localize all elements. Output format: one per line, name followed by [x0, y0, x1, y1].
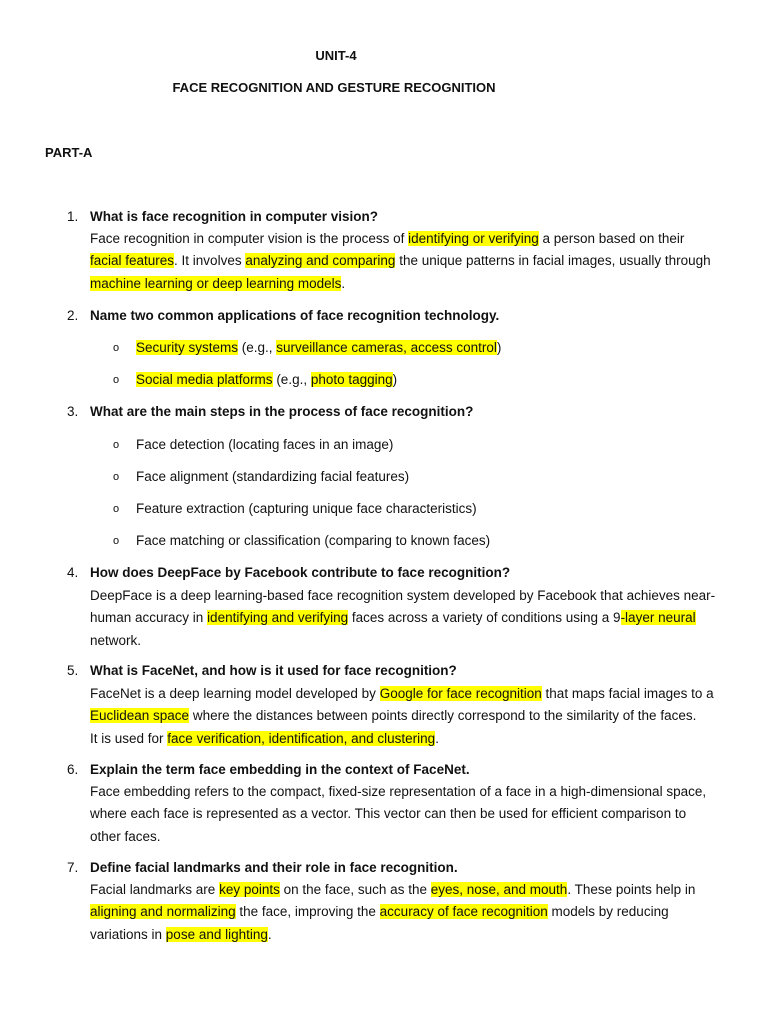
text-run: where the distances between points directly correspond to the similarity of the faces.: [189, 708, 697, 724]
question-text: Explain the term face embedding in the context of FaceNet.: [90, 762, 470, 777]
bullet-icon: o: [113, 535, 120, 547]
list-item-text: Face detection (locating faces in an image): [136, 437, 394, 452]
text-run: the face, improving the: [235, 904, 380, 920]
question-text: Name two common applications of face recognition technology.: [90, 308, 500, 323]
answer-line: [90, 728, 730, 750]
question-text: What is FaceNet, and how is it used for face recognition?: [90, 663, 457, 678]
highlighted-text: analyzing and comparing: [245, 253, 396, 269]
answer-line: [90, 901, 730, 923]
answer-line: [90, 250, 730, 272]
bullet-icon: o: [113, 374, 120, 386]
highlighted-text: -layer neural: [620, 610, 696, 626]
text-run: models by reducing: [547, 904, 669, 920]
highlighted-text: facial features: [90, 253, 175, 269]
list-item: [0, 369, 768, 391]
highlighted-text: machine learning or deep learning models: [90, 275, 342, 291]
highlighted-text: Google for face recognition: [379, 686, 542, 701]
highlighted-text: key points: [219, 882, 280, 897]
answer-4: [90, 585, 730, 652]
highlighted-text: pose and lighting: [165, 926, 268, 942]
bullet-icon: o: [113, 471, 120, 483]
question-3: [0, 401, 768, 423]
highlighted-text: face verification, identification, and clustering: [167, 730, 436, 746]
text-run: Facial landmarks are: [90, 882, 220, 897]
highlighted-text: surveillance cameras, access control: [276, 340, 497, 355]
text-run: ): [496, 340, 502, 355]
question-text: How does DeepFace by Facebook contribute to face recognition?: [90, 565, 511, 580]
text-run: the unique patterns in facial images, usually through: [395, 253, 711, 269]
text-run: Face recognition in computer vision is the process of: [90, 231, 409, 246]
list-item-text: Feature extraction (capturing unique face characteristics): [136, 501, 477, 516]
text-run: (e.g.,: [272, 372, 311, 387]
question-number: 3.: [67, 404, 79, 419]
highlighted-text: identifying and verifying: [207, 610, 349, 626]
question-number: 4.: [67, 565, 79, 580]
text-run: a person based on their: [538, 231, 685, 246]
list-item: [0, 466, 768, 488]
highlighted-text: Social media platforms: [136, 372, 273, 387]
answer-line: where each face is represented as a vector. This vector can then be used for efficient comparison to: [90, 806, 687, 822]
answer-line: network.: [90, 632, 142, 648]
answer-line: [90, 879, 730, 901]
answer-5: [90, 683, 730, 750]
answer-line: [90, 924, 730, 946]
answer-line: Face embedding refers to the compact, fixed-size representation of a face in a high-dimensional space,: [90, 784, 707, 799]
list-item: [0, 498, 768, 520]
answer-line: [90, 273, 730, 295]
question-number: 1.: [67, 209, 79, 224]
question-2: [0, 305, 768, 327]
document-title: FACE RECOGNITION AND GESTURE RECOGNITION: [172, 80, 496, 95]
bullet-icon: o: [113, 503, 120, 515]
question-text: What is face recognition in computer vision?: [90, 209, 379, 224]
list-item-text: Face matching or classification (comparing to known faces): [136, 533, 491, 548]
text-run: ): [392, 372, 398, 387]
highlighted-text: Security systems: [136, 340, 239, 355]
text-run: faces across a variety of conditions using a 9: [348, 610, 621, 626]
question-1: [0, 206, 768, 228]
answer-6: [90, 781, 730, 848]
text-run: . It involves: [174, 253, 246, 269]
list-item: [0, 530, 768, 552]
highlighted-text: Euclidean space: [90, 708, 190, 724]
list-item-text: [136, 369, 397, 391]
list-item: [0, 337, 768, 359]
text-run: . These points help in: [567, 882, 696, 897]
answer-1: [90, 228, 730, 295]
answer-line: DeepFace is a deep learning-based face recognition system developed by Facebook that achieves near-: [90, 588, 716, 603]
text-run: FaceNet is a deep learning model developed by: [90, 686, 380, 701]
highlighted-text: accuracy of face recognition: [379, 904, 548, 920]
bullet-icon: o: [113, 342, 120, 354]
highlighted-text: identifying or verifying: [408, 231, 539, 246]
answer-line: [90, 683, 730, 705]
question-text: Define facial landmarks and their role in face recognition.: [90, 860, 458, 875]
text-run: that maps facial images to a: [541, 686, 714, 701]
question-number: 6.: [67, 762, 79, 777]
text-run: human accuracy in: [90, 610, 208, 626]
text-run: (e.g.,: [238, 340, 277, 355]
question-6: [0, 759, 768, 781]
text-run: .: [435, 730, 439, 746]
question-number: 7.: [67, 860, 79, 875]
part-heading: PART-A: [45, 145, 93, 160]
highlighted-text: photo tagging: [310, 372, 393, 387]
answer-line: [90, 228, 730, 250]
answer-line: [90, 607, 730, 629]
highlighted-text: aligning and normalizing: [90, 904, 236, 920]
question-5: [0, 660, 768, 682]
question-text: What are the main steps in the process of face recognition?: [90, 404, 474, 419]
text-run: on the face, such as the: [279, 882, 431, 897]
question-number: 2.: [67, 308, 79, 323]
list-item: [0, 434, 768, 456]
text-run: variations in: [90, 926, 166, 942]
text-run: .: [267, 926, 272, 942]
unit-heading: UNIT-4: [315, 48, 357, 63]
list-item-text: [136, 337, 501, 359]
bullet-icon: o: [113, 439, 120, 451]
answer-line: [90, 705, 730, 727]
text-run: .: [341, 275, 346, 291]
text-run: It is used for: [90, 730, 168, 746]
highlighted-text: eyes, nose, and mouth: [430, 882, 568, 897]
answer-line: other faces.: [90, 828, 161, 844]
question-number: 5.: [67, 663, 79, 678]
list-item-text: Face alignment (standardizing facial features): [136, 469, 410, 484]
question-7: [0, 857, 768, 879]
question-4: [0, 562, 768, 584]
answer-7: [90, 879, 730, 946]
